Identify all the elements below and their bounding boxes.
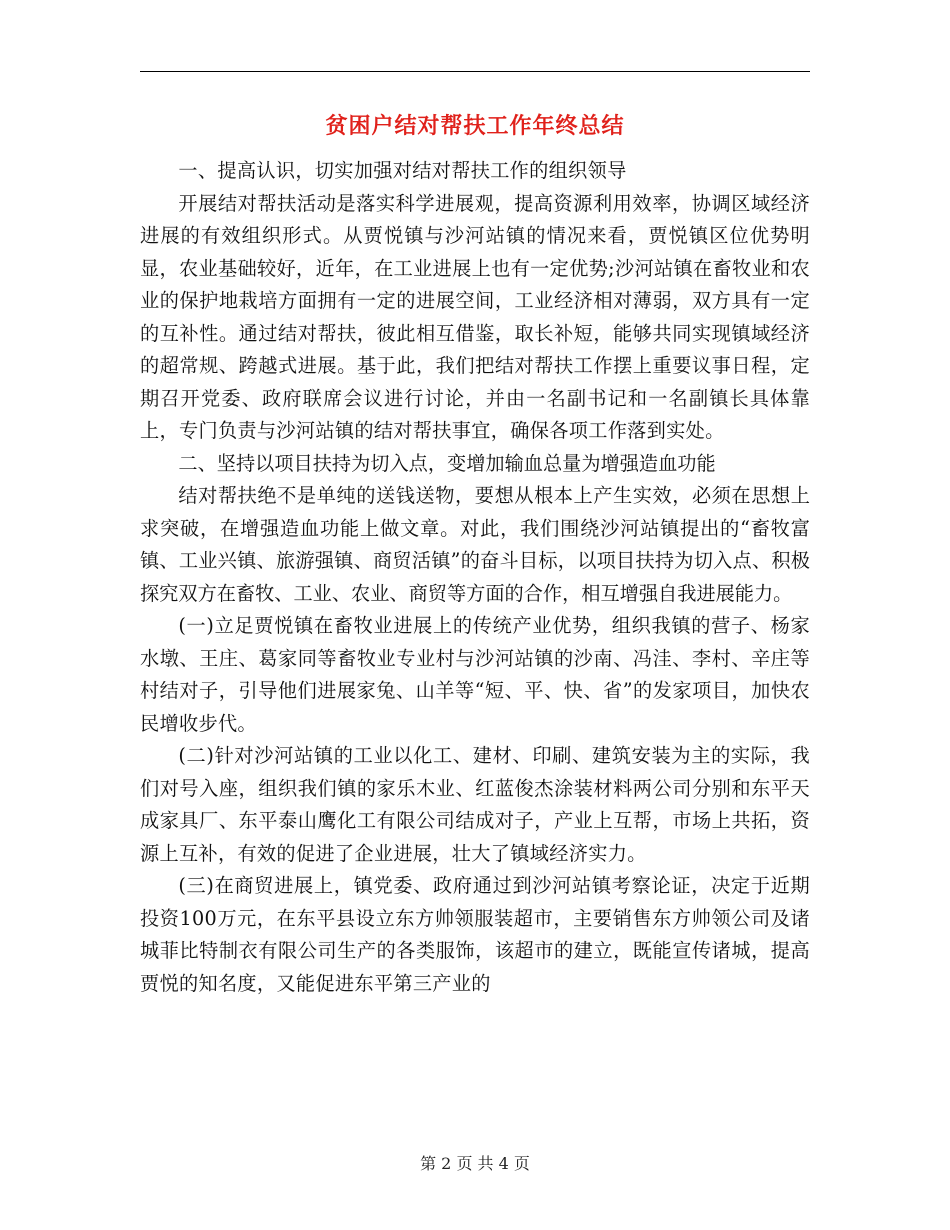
page-number: 第 2 页 共 4 页 [420,1154,530,1173]
section-heading-2: 二、坚持以项目扶持为切入点，变增加输血总量为增强造血功能 [178,451,716,475]
header-rule [140,71,810,72]
paragraph-item-1: (一)立足贾悦镇在畜牧业进展上的传统产业优势，组织我镇的营子、杨家水墩、王庄、葛家同等畜牧业专业村与沙河站镇的沙南、冯洼、李村、辛庄等村结对子，引导他们进展家兔、山羊等“短、平、快、省”的发家项目，加快农民增收步代。 [140,614,810,735]
document-title: 贫困户结对帮扶工作年终总结 [325,113,625,139]
paragraph-2: 结对帮扶绝不是单纯的送钱送物，要想从根本上产生实效，必须在思想上求突破，在增强造血功能上做文章。对此，我们围绕沙河站镇提出的“畜牧富镇、工业兴镇、旅游强镇、商贸活镇”的奋斗目标，以项目扶持为切入点、积极探究双方在畜牧、工业、农业、商贸等方面的合作，相互增强自我进展能力。 [140,484,810,605]
paragraph-1: 开展结对帮扶活动是落实科学进展观，提高资源利用效率，协调区域经济进展的有效组织形式。从贾悦镇与沙河站镇的情况来看，贾悦镇区位优势明显，农业基础较好，近年，在工业进展上也有一定优势;沙河站镇在畜牧业和农业的保护地栽培方面拥有一定的进展空间，工业经济相对薄弱，双方具有一定的互补性。通过结对帮扶，彼此相互借鉴，取长补短，能够共同实现镇域经济的超常规、跨越式进展。基于此，我们把结对帮扶工作摆上重要议事日程，定期召开党委、政府联席会议进行讨论，并由一名副书记和一名副镇长具体靠上，专门负责与沙河站镇的结对帮扶事宜，确保各项工作落到实处。 [140,191,810,442]
document-body [140,155,810,1000]
section-heading-1: 一、提高认识，切实加强对结对帮扶工作的组织领导 [178,159,627,182]
paragraph-item-2: (二)针对沙河站镇的工业以化工、建材、印刷、建筑安装为主的实际，我们对号入座，组织我们镇的家乐木业、红蓝俊杰涂装材料两公司分别和东平天成家具厂、东平泰山鹰化工有限公司结成对子，产业上互帮，市场上共拓，资源上互补，有效的促进了企业进展，壮大了镇域经济实力。 [140,744,810,865]
paragraph-item-3: (三)在商贸进展上，镇党委、政府通过到沙河站镇考察论证，决定于近期投资100万元，在东平县设立东方帅领服装超市，主要销售东方帅领公司及诸城菲比特制衣有限公司生产的各类服饰，该超市的建立，既能宣传诸城，提高贾悦的知名度，又能促进东平第三产业的 [140,874,810,995]
